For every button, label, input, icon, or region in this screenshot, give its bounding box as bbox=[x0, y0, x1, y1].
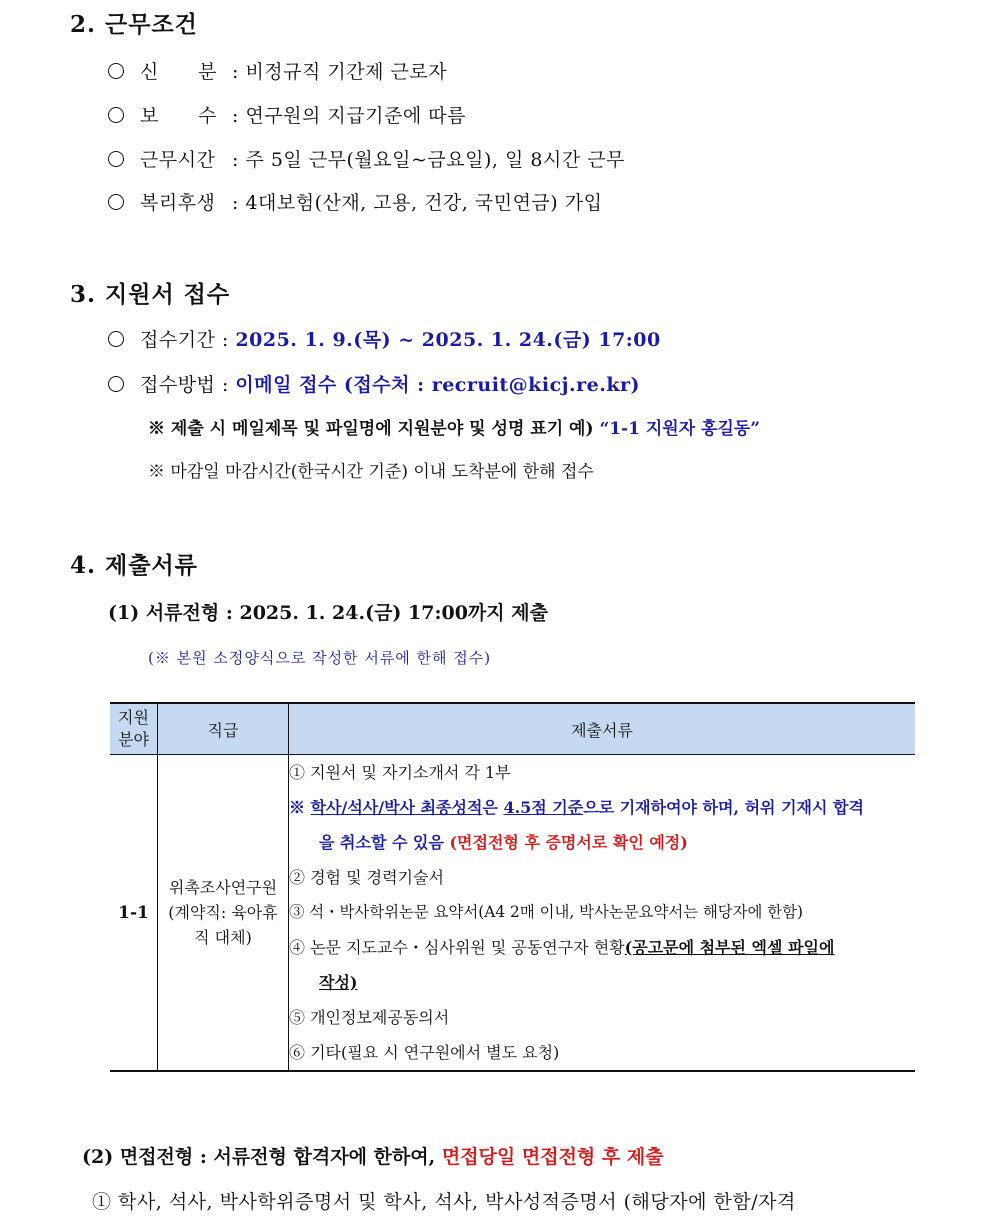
condition-row: 보 수 : 연구원의 지급기준에 따름 bbox=[108, 101, 466, 128]
receipt-period-value: 2025. 1. 9.(목) ~ 2025. 1. 24.(금) 17:00 bbox=[235, 329, 661, 351]
list-item: ⑥ 기타(필요 시 연구원에서 별도 요청) bbox=[289, 1043, 560, 1062]
bullet-circle-icon bbox=[108, 63, 124, 79]
document-screening-note: (※ 본원 소정양식으로 작성한 서류에 한해 접수) bbox=[148, 649, 492, 667]
rank-cell: 위촉조사연구원(계약직: 육아휴직 대체) bbox=[158, 755, 289, 1072]
bullet-circle-icon bbox=[108, 194, 124, 210]
condition-row: 복리후생 : 4대보험(산재, 고용, 건강, 국민연금) 가입 bbox=[108, 188, 602, 215]
list-item-continued: 작성) bbox=[319, 973, 358, 992]
list-item: ④ 논문 지도교수・심사위원 및 공동연구자 현황(공고문에 첨부된 엑셀 파일에 bbox=[289, 938, 835, 957]
interview-screening-title: (2) 면접전형 : 서류전형 합격자에 한하여, 면접당일 면접전형 후 제출 bbox=[82, 1146, 664, 1168]
grade-note: ※ 학사/석사/박사 최종성적은 4.5점 기준으로 기재하여야 하며, 허위 기재시 합격 bbox=[289, 798, 864, 817]
grade-note-continued: 을 취소할 수 있음 (면접전형 후 증명서로 확인 예정) bbox=[319, 833, 688, 852]
field-cell: 1-1 bbox=[110, 755, 158, 1072]
bullet-circle-icon bbox=[108, 151, 124, 167]
condition-row: 근무시간 : 주 5일 근무(월요일~금요일), 일 8시간 근무 bbox=[108, 145, 625, 172]
bullet-circle-icon bbox=[108, 331, 124, 347]
section-2-title: 2. 근무조건 bbox=[70, 11, 198, 38]
interview-item: ① 학사, 석사, 박사학위증명서 및 학사, 석사, 박사성적증명서 (해당자에 한함/자격 bbox=[92, 1191, 796, 1213]
deadline-note: ※ 마감일 마감시간(한국시간 기준) 이내 도착분에 한해 접수 bbox=[148, 462, 594, 482]
table-header-row bbox=[110, 703, 915, 755]
document-screening-title: (1) 서류전형 : 2025. 1. 24.(금) 17:00까지 제출 bbox=[108, 602, 548, 624]
section-3-title: 3. 지원서 접수 bbox=[70, 281, 231, 308]
header-field: 지원분야 bbox=[110, 703, 158, 755]
receipt-method-row: 접수방법 : 이메일 접수 (접수처 : recruit@kicj.re.kr) bbox=[108, 370, 640, 397]
table-row bbox=[110, 755, 915, 1072]
condition-row: 신 분 : 비정규직 기간제 근로자 bbox=[108, 57, 447, 84]
receipt-period-row: 접수기간 : 2025. 1. 9.(목) ~ 2025. 1. 24.(금) 17:00 bbox=[108, 325, 661, 352]
bullet-circle-icon bbox=[108, 376, 124, 392]
section-4-title: 4. 제출서류 bbox=[70, 552, 198, 579]
documents-cell bbox=[289, 755, 916, 1072]
list-item: ① 지원서 및 자기소개서 각 1부 bbox=[289, 763, 511, 782]
documents-table bbox=[110, 702, 915, 1072]
list-item: ② 경험 및 경력기술서 bbox=[289, 868, 444, 887]
header-rank: 직급 bbox=[158, 703, 289, 755]
submission-note: ※ 제출 시 메일제목 및 파일명에 지원분야 및 성명 표기 예) “1-1 지원자 홍길동” bbox=[148, 419, 761, 439]
bullet-circle-icon bbox=[108, 107, 124, 123]
list-item: ③ 석・박사학위논문 요약서(A4 2매 이내, 박사논문요약서는 해당자에 한함) bbox=[289, 903, 804, 921]
list-item: ⑤ 개인정보제공동의서 bbox=[289, 1008, 450, 1027]
receipt-method-value: 이메일 접수 (접수처 : recruit@kicj.re.kr) bbox=[235, 374, 641, 396]
header-documents: 제출서류 bbox=[289, 703, 916, 755]
